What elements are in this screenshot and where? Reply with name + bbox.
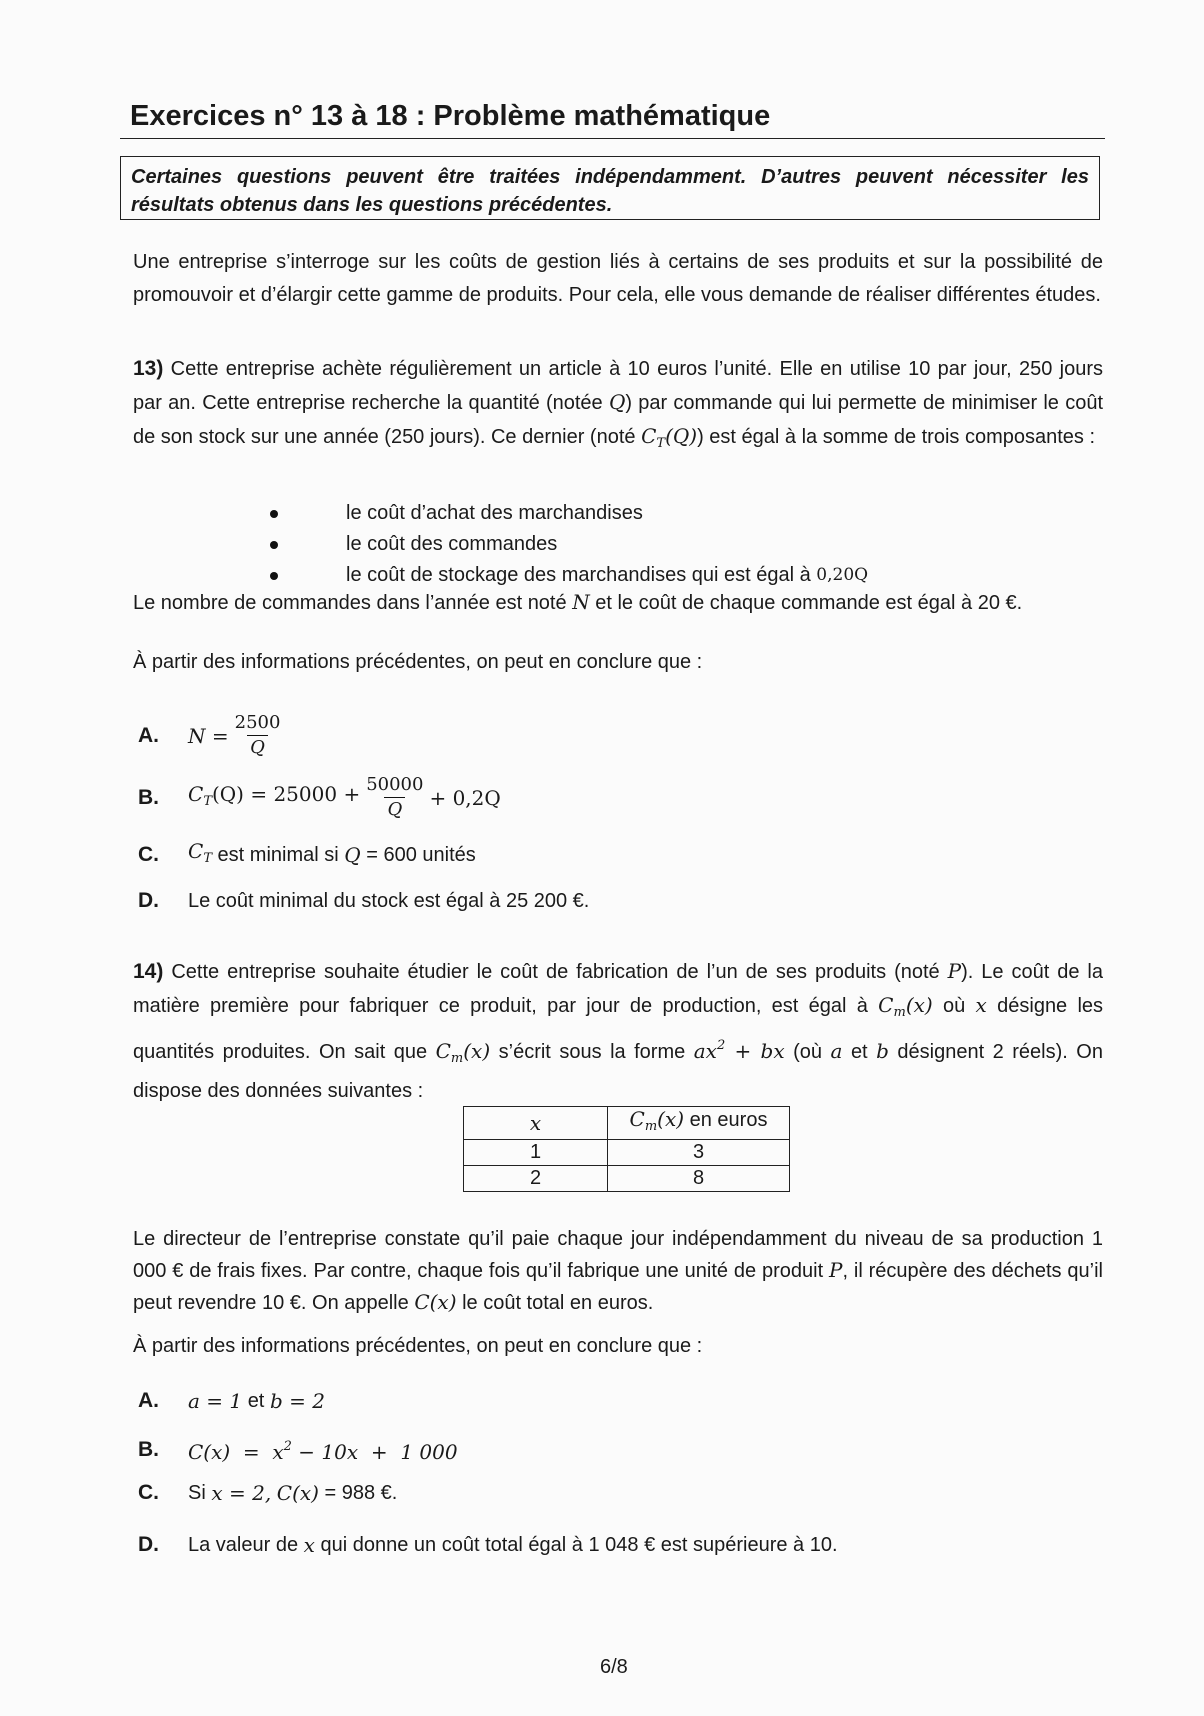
bullet-icon bbox=[270, 541, 278, 549]
question-13-number: 13) bbox=[133, 357, 164, 380]
list-item: le coût des commandes bbox=[270, 529, 868, 560]
title-underline bbox=[120, 138, 1105, 139]
table-cell: 1 bbox=[464, 1140, 608, 1166]
q14-option-b[interactable]: B. $C(x) = x^2 - 10x + 1$ 000 bbox=[138, 1437, 458, 1464]
intro-paragraph: Une entreprise s’interroge sur les coûts de gestion liés à certains de ses produits et sur la possibilité de promouvoir et d’élargir cette gamme de produits. Pour cela, elle vous demande de réaliser différentes études. bbox=[133, 251, 1103, 306]
bullet-icon bbox=[270, 572, 278, 580]
list-item: le coût d’achat des marchandises bbox=[270, 498, 868, 529]
bullet-icon bbox=[270, 510, 278, 518]
list-item: le coût de stockage des marchandises qui est égal à 0,20Q bbox=[270, 560, 868, 591]
question-13-statement: 13) Cette entreprise achète régulièrement un article à 10 euros l’unité. Elle en utilise 10 par jour, 250 jours par an. Cette entreprise recherche la quantité (notée Q) par commande qui lui permette de minimiser le coût de son stock sur une année (250 jours). Ce dernier (noté $C_T(Q)$) est égal à la somme de trois composantes : bbox=[133, 357, 1104, 451]
page-number: 6/8 bbox=[600, 1656, 628, 1678]
q14-option-d[interactable]: D. La valeur de x qui donne un coût total égal à 1 048 € est supérieure à 10. bbox=[138, 1533, 838, 1557]
table-cell: 2 bbox=[464, 1166, 608, 1192]
q13-conclude: À partir des informations précédentes, on peut en conclure que : bbox=[133, 651, 703, 673]
question-14-number: 14) bbox=[133, 960, 164, 983]
commands-sentence: Le nombre de commandes dans l’année est noté N et le coût de chaque commande est égal à 20 €. bbox=[133, 590, 1023, 614]
table-cell: 8 bbox=[608, 1166, 790, 1192]
q13-option-b[interactable]: B. $C_T(Q) = 25000$ + $\frac{50000}{Q}$ + 0,2Q bbox=[138, 774, 501, 820]
q13-option-a[interactable]: A. N = $\frac{2500}{Q}$ bbox=[138, 712, 286, 759]
page-title: Exercices n° 13 à 18 : Problème mathématique bbox=[130, 100, 771, 132]
q14-option-a[interactable]: A. a = 1 et b = 2 bbox=[138, 1389, 325, 1413]
director-paragraph: Le directeur de l’entreprise constate qu’il paie chaque jour indépendamment du niveau de sa production 1 000 € de frais fixes. Par contre, chaque fois qu’il fabrique une unité de produit P, il récupère des déchets qu’il peut revendre 10 €. On appelle C(x) le coût total en euros. bbox=[133, 1228, 1103, 1314]
q14-option-c[interactable]: C. Si x = 2, C(x) = 988 €. bbox=[138, 1481, 398, 1505]
instruction-box: Certaines questions peuvent être traitées indépendamment. D’autres peuvent nécessiter les résultats obtenus dans les questions précédentes. bbox=[120, 156, 1100, 220]
q14-conclude: À partir des informations précédentes, on peut en conclure que : bbox=[133, 1335, 703, 1357]
q13-option-d[interactable]: D. Le coût minimal du stock est égal à 25 200 €. bbox=[138, 889, 590, 912]
fraction: $\frac{50000}{Q}$ bbox=[366, 774, 424, 820]
data-table bbox=[463, 1106, 790, 1192]
table-header-row bbox=[464, 1107, 790, 1140]
table-row bbox=[464, 1166, 790, 1192]
question-14-statement: 14) Cette entreprise souhaite étudier le coût de fabrication de l’un de ses produits (noté P). Le coût de la matière première pour fabriquer ce produit, par jour de production, est égal à $C_m(x)$ où x désigne les quantités produites. On sait que $C_m(x)$ s’écrit sous la forme $ax^2$ + bx (où a et b désignent 2 réels). On dispose des données suivantes : bbox=[133, 959, 1104, 1102]
table-header-cm: $C_m(x)$ en euros bbox=[608, 1107, 790, 1140]
q13-option-c[interactable]: C. $C_T$ est minimal si Q = 600 unités bbox=[138, 839, 476, 867]
table-header-x: x bbox=[464, 1107, 608, 1140]
table-row bbox=[464, 1140, 790, 1166]
table-cell: 3 bbox=[608, 1140, 790, 1166]
fraction: $\frac{2500}{Q}$ bbox=[234, 712, 281, 758]
cost-components-list bbox=[270, 498, 868, 591]
